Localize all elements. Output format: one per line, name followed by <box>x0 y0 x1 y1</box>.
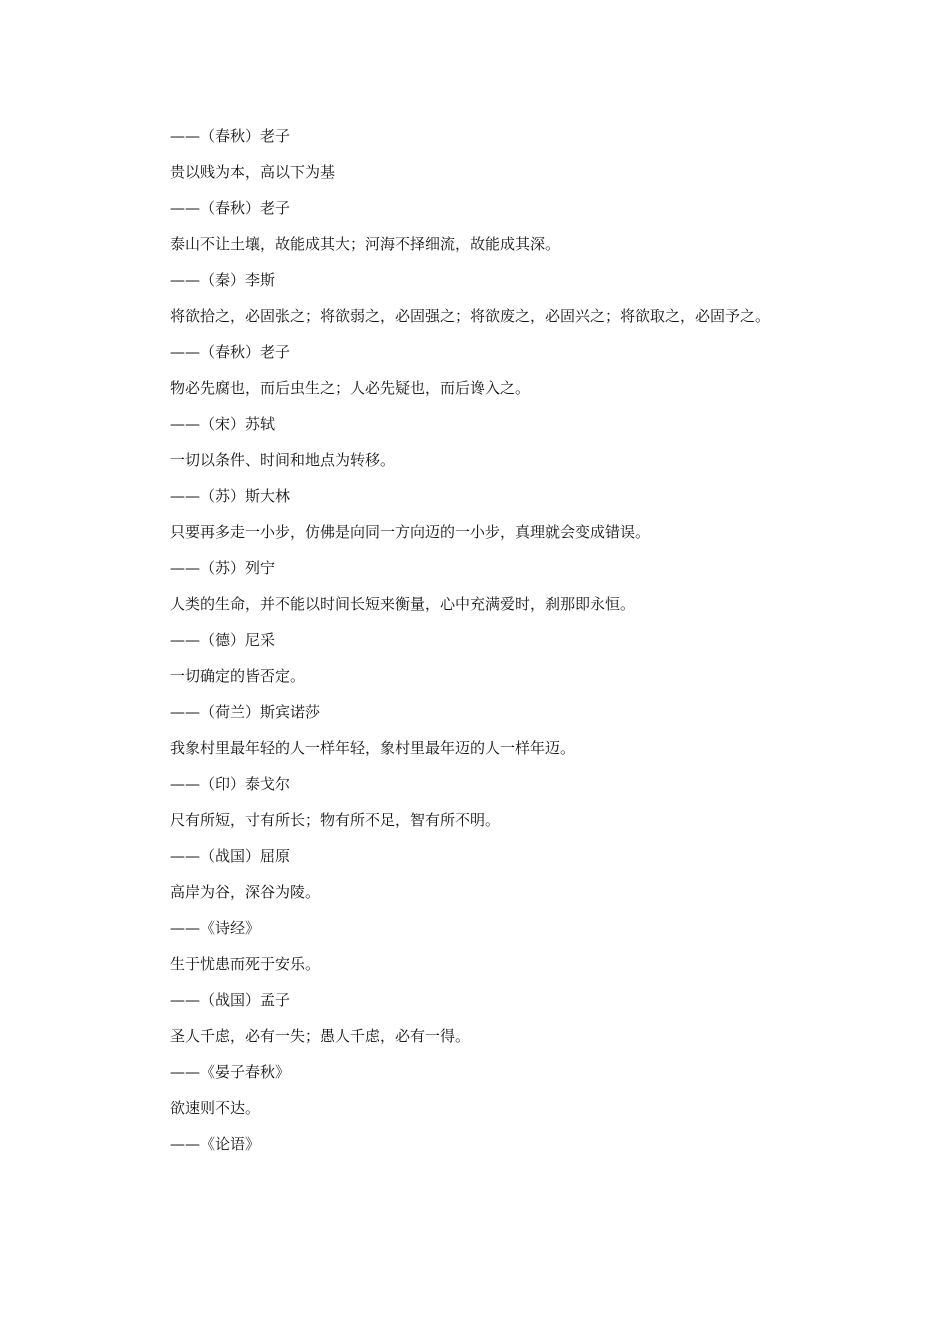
quote-line: 贵以贱为本，高以下为基 <box>170 163 336 181</box>
attribution-line: ——（宋）苏轼 <box>170 415 276 433</box>
quote-text-block <box>136 118 816 1162</box>
attribution-line: ——（德）尼采 <box>170 631 276 649</box>
attribution-line: ——（秦）李斯 <box>170 271 276 289</box>
attribution-line: ——（春秋）老子 <box>170 127 291 145</box>
quote-line: 高岸为谷，深谷为陵。 <box>170 883 321 901</box>
quote-line: 人类的生命，并不能以时间长短来衡量，心中充满爱时，刹那即永恒。 <box>170 595 636 613</box>
attribution-line: ——《诗经》 <box>170 919 261 937</box>
quote-line: 圣人千虑，必有一失；愚人千虑，必有一得。 <box>170 1027 471 1045</box>
attribution-line: ——（春秋）老子 <box>170 343 291 361</box>
attribution-line: ——（战国）孟子 <box>170 991 291 1009</box>
quote-line: 尺有所短，寸有所长；物有所不足，智有所不明。 <box>170 811 501 829</box>
attribution-line: ——《论语》 <box>170 1135 261 1153</box>
quote-line: 只要再多走一小步，仿佛是向同一方向迈的一小步，真理就会变成错误。 <box>170 523 651 541</box>
attribution-line: ——（印）泰戈尔 <box>170 775 291 793</box>
attribution-line: ——（荷兰）斯宾诺莎 <box>170 703 321 721</box>
quote-line: 泰山不让土壤，故能成其大；河海不择细流，故能成其深。 <box>170 235 561 253</box>
attribution-line: ——（春秋）老子 <box>170 199 291 217</box>
quote-line: 生于忧患而死于安乐。 <box>170 955 321 973</box>
attribution-line: ——《晏子春秋》 <box>170 1063 291 1081</box>
attribution-line: ——（苏）斯大林 <box>170 487 291 505</box>
quote-line: 将欲拾之，必固张之；将欲弱之，必固强之；将欲废之，必固兴之；将欲取之，必固予之。 <box>170 307 771 325</box>
quote-line: 我象村里最年轻的人一样年轻，象村里最年迈的人一样年迈。 <box>170 739 576 757</box>
quote-line: 欲速则不达。 <box>170 1099 261 1117</box>
attribution-line: ——（苏）列宁 <box>170 559 276 577</box>
quote-line: 一切以条件、时间和地点为转移。 <box>170 451 396 469</box>
quote-line: 一切确定的皆否定。 <box>170 667 306 685</box>
quote-line: 物必先腐也，而后虫生之；人必先疑也，而后谗入之。 <box>170 379 531 397</box>
attribution-line: ——（战国）屈原 <box>170 847 291 865</box>
